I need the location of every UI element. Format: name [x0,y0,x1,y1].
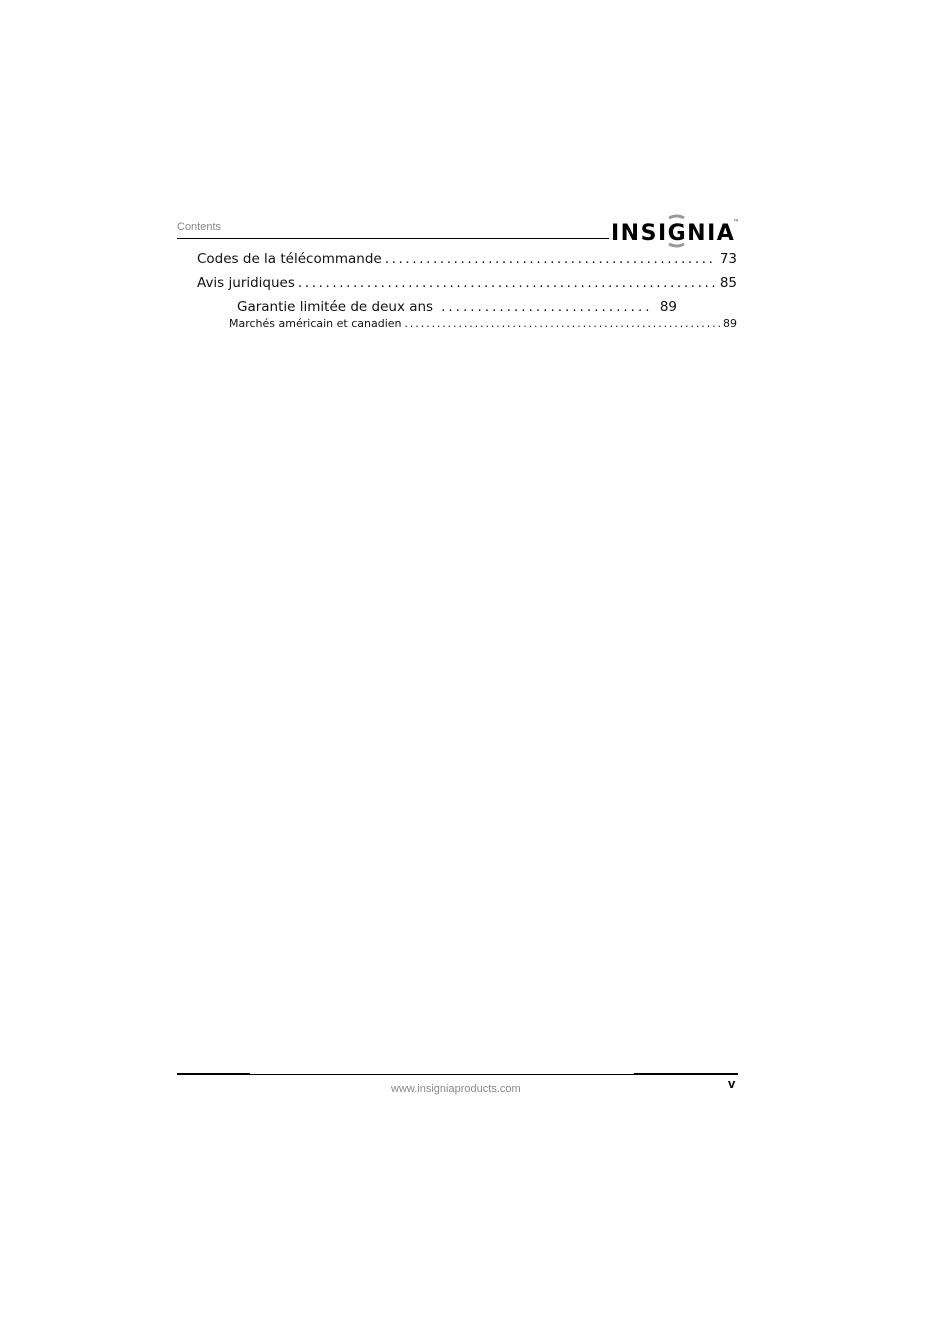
toc-entry-page: 85 [719,275,737,291]
toc-entry[interactable] [197,251,737,267]
section-label: Contents [177,221,222,233]
toc-subentry[interactable] [237,299,677,315]
logo-wordmark: INSIGNIA [611,221,736,246]
trademark-mark: ™ [733,219,739,226]
toc-entry-title: Codes de la télécommande [197,251,382,267]
toc-entry-title: Marchés américain et canadien [229,317,402,330]
toc-entry-page: 89 [723,317,737,330]
toc-entry-title: Avis juridiques [197,275,295,291]
page-number: v [728,1076,736,1091]
toc-leader-dots [441,299,654,315]
footer-url: www.insigniaproducts.com [391,1083,521,1095]
toc-entry-title: Garantie limitée de deux ans [237,299,434,315]
toc-entry-page: 89 [659,299,677,315]
toc-entry[interactable] [197,275,737,291]
footer-rule-accent-right [634,1073,738,1075]
toc-leader-dots [385,251,717,267]
toc-leader-dots [298,275,717,291]
insignia-logo [611,214,739,248]
header-rule [177,238,609,239]
toc-subentry[interactable] [229,317,737,330]
toc-entry-page: 73 [719,251,737,267]
toc-leader-dots [405,317,721,330]
footer-rule-accent-left [177,1073,250,1075]
